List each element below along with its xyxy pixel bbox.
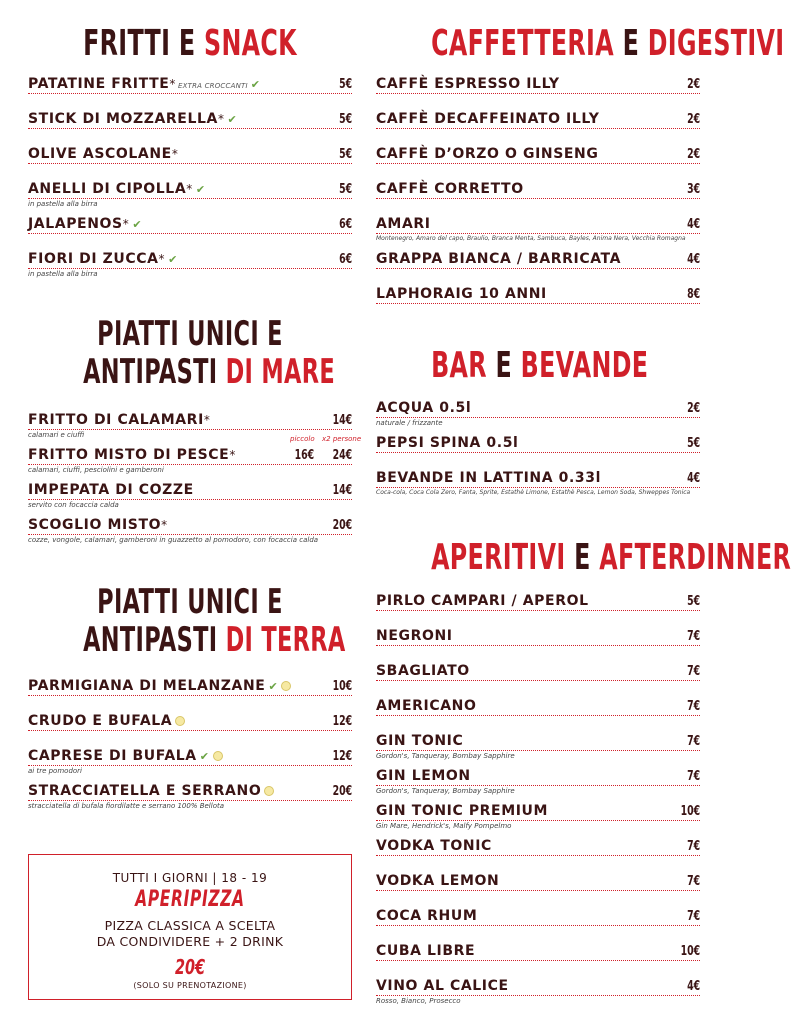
- item-name: CAFFÈ CORRETTO: [376, 181, 524, 197]
- menu-item: [376, 624, 700, 646]
- item-name: FIORI DI ZUCCA: [28, 251, 159, 267]
- item-price: 4€: [686, 979, 700, 994]
- item-name: OLIVE ASCOLANE: [28, 146, 172, 162]
- menu-item: PATATINE FRITTE* EXTRA CROCCANTI ✔ 5€: [28, 72, 352, 94]
- item-note: in pastella alla birra: [28, 200, 98, 208]
- size-label-large: x2 persone: [322, 435, 362, 443]
- item-name: VINO AL CALICE: [376, 978, 509, 994]
- item-price: 2€: [686, 147, 700, 162]
- item-name: CAPRESE DI BUFALA: [28, 748, 197, 764]
- item-name: LAPHORAIG 10 ANNI: [376, 286, 547, 302]
- item-price: 7€: [686, 769, 700, 784]
- item-name: PARMIGIANA DI MELANZANE: [28, 678, 266, 694]
- sun-icon: [281, 681, 291, 691]
- aperipizza-promo-box: [28, 854, 352, 1000]
- item-name: PEPSI SPINA 0.5l: [376, 435, 519, 451]
- menu-item: [28, 779, 352, 801]
- section-title-bar: BAR E BEVANDE: [431, 345, 649, 386]
- item-name: SBAGLIATO: [376, 663, 470, 679]
- item-price: 7€: [686, 699, 700, 714]
- item-price: 20€: [332, 518, 352, 533]
- item-price: 7€: [686, 839, 700, 854]
- item-price: 12€: [332, 749, 352, 764]
- section-title-mare-line1: PIATTI UNICI E: [97, 314, 283, 354]
- item-name: AMARI: [376, 216, 431, 232]
- menu-item: STICK DI MOZZARELLA* ✔ 5€: [28, 107, 352, 129]
- item-note: naturale / frizzante: [376, 419, 443, 427]
- item-name: GRAPPA BIANCA / BARRICATA: [376, 251, 622, 267]
- item-price: 14€: [332, 413, 352, 428]
- menu-item: [376, 177, 700, 199]
- promo-description: PIZZA CLASSICA A SCELTA DA CONDIVIDERE + 2 DRINK: [96, 918, 284, 949]
- menu-item: [376, 939, 700, 961]
- menu-item: [376, 107, 700, 129]
- item-name: PATATINE FRITTE: [28, 76, 170, 92]
- item-price: 6€: [338, 252, 352, 267]
- menu-item: FRITTO DI CALAMARI* 14€: [28, 408, 352, 430]
- menu-item: [28, 478, 352, 500]
- vegetarian-leaf-icon: ✔: [199, 750, 210, 763]
- item-name: CRUDO E BUFALA: [28, 713, 173, 729]
- item-note: Coca-cola, Coca Cola Zero, Fanta, Sprite, Estathè Limone, Estathè Pesca, Lemon Soda, Shweppes Tonica: [376, 489, 691, 496]
- item-price: 24€: [332, 448, 352, 463]
- menu-item: [28, 744, 352, 766]
- item-price: 8€: [686, 287, 700, 302]
- vegetarian-leaf-icon: ✔: [268, 680, 279, 693]
- item-name: JALAPENOS: [28, 216, 123, 232]
- menu-item: [376, 466, 700, 488]
- menu-item: [376, 431, 700, 453]
- section-title-terra-line1: PIATTI UNICI E: [97, 582, 283, 622]
- item-price: 6€: [338, 217, 352, 232]
- item-price: 10€: [680, 944, 700, 959]
- menu-item: [376, 396, 700, 418]
- menu-item: [376, 282, 700, 304]
- item-note: cozze, vongole, calamari, gamberoni in guazzetto al pomodoro, con focaccia calda: [28, 536, 319, 544]
- vegetarian-leaf-icon: ✔: [250, 78, 261, 91]
- menu-item: [376, 589, 700, 611]
- menu-item: FIORI DI ZUCCA* ✔ 6€: [28, 247, 352, 269]
- menu-item: [376, 834, 700, 856]
- size-label-small: piccolo: [290, 435, 315, 443]
- item-note: Gordon's, Tanqueray, Bombay Sapphire: [376, 752, 515, 760]
- menu-item: [376, 974, 700, 996]
- item-note: Gin Mare, Hendrick's, Malfy Pompelmo: [376, 822, 512, 830]
- item-name: IMPEPATA DI COZZE: [28, 482, 194, 498]
- item-price: 5€: [338, 112, 352, 127]
- item-note: Rosso, Bianco, Prosecco: [376, 997, 461, 1005]
- item-note: Montenegro, Amaro del capo, Braulio, Branca Menta, Sambuca, Bayles, Anima Nera, Vecchia Romagna: [376, 235, 686, 242]
- section-title-aperitivi: APERITIVI E AFTERDINNER: [431, 537, 791, 578]
- item-name: GIN LEMON: [376, 768, 471, 784]
- item-name: STRACCIATELLA E SERRANO: [28, 783, 262, 799]
- vegetarian-leaf-icon: ✔: [132, 218, 143, 231]
- sun-icon: [264, 786, 274, 796]
- item-note: in pastella alla birra: [28, 270, 98, 278]
- item-price: 10€: [332, 679, 352, 694]
- menu-item: [376, 729, 700, 751]
- menu-item: ANELLI DI CIPOLLA* ✔ 5€: [28, 177, 352, 199]
- vegetarian-leaf-icon: ✔: [227, 113, 238, 126]
- menu-item: [376, 247, 700, 269]
- menu-item: [28, 709, 352, 731]
- item-name: FRITTO DI CALAMARI: [28, 412, 204, 428]
- section-title-caffetteria: CAFFETTERIA E DIGESTIVI: [431, 23, 785, 64]
- section-title-terra-line2: ANTIPASTI DI TERRA: [83, 620, 346, 660]
- item-name: VODKA LEMON: [376, 873, 500, 889]
- item-price: 7€: [686, 909, 700, 924]
- item-name: FRITTO MISTO DI PESCE: [28, 447, 230, 463]
- item-price: 5€: [686, 436, 700, 451]
- item-name: ACQUA 0.5l: [376, 400, 472, 416]
- item-price: 7€: [686, 629, 700, 644]
- item-price: 10€: [680, 804, 700, 819]
- item-note: stracciatella di bufala fiordilatte e serrano 100% Bellota: [28, 802, 225, 810]
- section-title-mare-line2: ANTIPASTI DI MARE: [83, 352, 335, 392]
- item-note: ai tre pomodori: [28, 767, 82, 775]
- vegetarian-leaf-icon: ✔: [168, 253, 178, 266]
- item-price: 20€: [332, 784, 352, 799]
- menu-item: OLIVE ASCOLANE* 5€: [28, 142, 352, 164]
- item-price: 4€: [686, 217, 700, 232]
- item-price: 5€: [338, 77, 352, 92]
- promo-title: APERIPIZZA: [135, 887, 245, 912]
- item-name: GIN TONIC: [376, 733, 464, 749]
- item-name: BEVANDE IN LATTINA 0.33l: [376, 470, 601, 486]
- menu-item: [376, 142, 700, 164]
- item-price: 2€: [686, 77, 700, 92]
- item-price: 14€: [332, 483, 352, 498]
- menu-item: [376, 764, 700, 786]
- sun-icon: [213, 751, 223, 761]
- menu-item: [376, 72, 700, 94]
- menu-item: FRITTO MISTO DI PESCE* 16€ 24€: [28, 443, 352, 465]
- item-name: CUBA LIBRE: [376, 943, 476, 959]
- sun-icon: [175, 716, 185, 726]
- item-note: calamari, ciuffi, pesciolini e gamberoni: [28, 466, 164, 474]
- promo-note: (SOLO SU PRENOTAZIONE): [133, 981, 247, 990]
- item-name: CAFFÈ DECAFFEINATO ILLY: [376, 111, 600, 127]
- item-price: 2€: [686, 401, 700, 416]
- menu-item: [376, 212, 700, 234]
- promo-price: 20€: [174, 955, 206, 979]
- item-name: GIN TONIC PREMIUM: [376, 803, 549, 819]
- item-price: 2€: [686, 112, 700, 127]
- menu-item: [28, 674, 352, 696]
- menu-item: [376, 904, 700, 926]
- item-extra: EXTRA CROCCANTI: [178, 82, 248, 90]
- item-name: VODKA TONIC: [376, 838, 492, 854]
- promo-days: TUTTI I GIORNI | 18 - 19: [112, 871, 268, 885]
- menu-item: [376, 799, 700, 821]
- menu-item: [376, 694, 700, 716]
- item-price: 7€: [686, 734, 700, 749]
- item-price: 7€: [686, 664, 700, 679]
- item-name: CAFFÈ D’ORZO O GINSENG: [376, 146, 599, 162]
- item-price: 5€: [686, 594, 700, 609]
- item-price: 7€: [686, 874, 700, 889]
- item-name: PIRLO CAMPARI / APEROL: [376, 593, 589, 609]
- item-name: NEGRONI: [376, 628, 453, 644]
- menu-item: [376, 869, 700, 891]
- menu-item: JALAPENOS* ✔ 6€: [28, 212, 352, 234]
- menu-item: [376, 659, 700, 681]
- item-name: SCOGLIO MISTO: [28, 517, 162, 533]
- item-note: servito con focaccia calda: [28, 501, 119, 509]
- item-name: CAFFÈ ESPRESSO ILLY: [376, 76, 560, 92]
- item-name: STICK DI MOZZARELLA: [28, 111, 218, 127]
- item-note: calamari e ciuffi: [28, 431, 85, 439]
- menu-item: SCOGLIO MISTO* 20€: [28, 513, 352, 535]
- item-price: 4€: [686, 471, 700, 486]
- vegetarian-leaf-icon: ✔: [195, 183, 206, 196]
- item-price: 3€: [686, 182, 700, 197]
- item-price: 5€: [338, 182, 352, 197]
- item-price: 4€: [686, 252, 700, 267]
- item-price: 5€: [338, 147, 352, 162]
- item-name: COCA RHUM: [376, 908, 478, 924]
- item-name: ANELLI DI CIPOLLA: [28, 181, 187, 197]
- item-name: AMERICANO: [376, 698, 477, 714]
- item-price-small: 16€: [294, 448, 314, 463]
- item-note: Gordon's, Tanqueray, Bombay Sapphire: [376, 787, 515, 795]
- item-price: 12€: [332, 714, 352, 729]
- section-title-fritti: FRITTI E SNACK: [83, 23, 297, 64]
